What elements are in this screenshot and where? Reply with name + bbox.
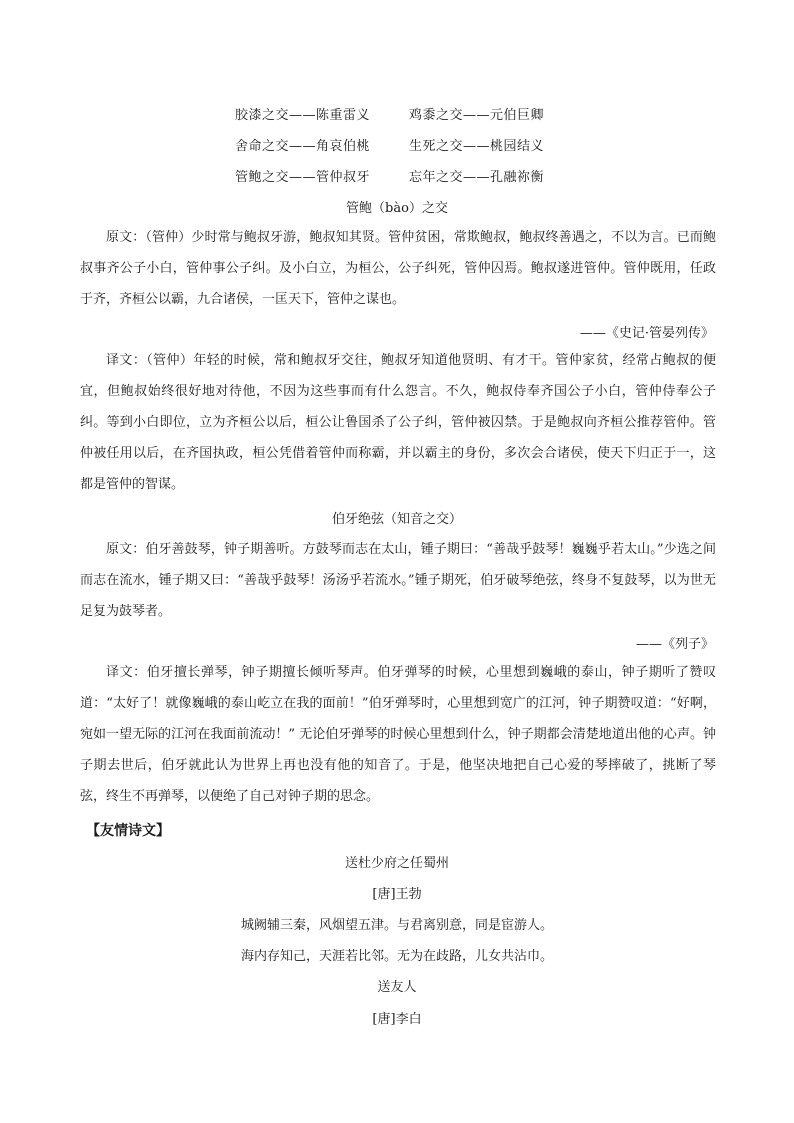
poem-section-heading: 【友情诗文】	[86, 823, 170, 839]
story1-source: ——《史记·管晏列传》	[579, 326, 714, 341]
poem1-line: 城阙辅三秦，风烟望五津。与君离别意，同是宦游人。	[240, 918, 553, 933]
poem2-author: [唐]李白	[372, 1012, 422, 1027]
friendship-pairs-list	[0, 98, 794, 191]
pair-right: 生死之交——桃园结义	[409, 139, 545, 154]
pair-left: 管鲍之交——管仲叔牙	[235, 170, 371, 185]
poem1-title: 送杜少府之任蜀州	[344, 856, 449, 871]
pair-right: 鸡黍之交——元伯巨卿	[409, 108, 545, 123]
pair-left: 舍命之交——角哀伯桃	[235, 139, 371, 154]
poem1-author: [唐]王勃	[372, 887, 422, 902]
poem2-title: 送友人	[377, 980, 417, 995]
pair-left: 胶漆之交——陈重雷义	[235, 108, 371, 123]
story2-source: ——《列子》	[635, 637, 714, 652]
poem1-line: 海内存知己，天涯若比邻。无为在歧路，儿女共沾巾。	[240, 949, 553, 964]
pair-row	[0, 160, 794, 191]
pair-row	[0, 98, 794, 129]
pair-row	[0, 129, 794, 160]
story2-translation: 译文：伯牙擅长弹琴，钟子期擅长倾听琴声。伯牙弹琴的时候，心里想到巍峨的泰山，钟子期听了赞叹道：“太好了！就像巍峨的泰山屹立在我的面前！”伯牙弹琴时，心里想到宽广的江河，钟子期赞叹道：“好啊，宛如一望无际的江河在我面前流动！” 无论伯牙弹琴的时候心里想到什么，钟子期都会清楚地道出他的心声。钟子期去世后，伯牙就此认为世界上再也没有他的知音了。于是，他坚决地把自己心爱的琴摔破了，挑断了琴弦，终生不再弹琴，以便绝了自己对钟子期的思念。	[80, 665, 716, 804]
story1-title: 管鲍（bào）之交	[346, 201, 448, 216]
story2-title: 伯牙绝弦（知音之交）	[331, 512, 462, 527]
story1-original: 原文：（管仲）少时常与鲍叔牙游，鲍叔知其贤。管仲贫困，常欺鲍叔，鲍叔终善遇之，不以为言。已而鲍叔事齐公子小白，管仲事公子纠。及小白立，为桓公，公子纠死，管仲囚焉。鲍叔遂进管仲。管仲既用，任政于齐，齐桓公以霸，九合诸侯，一匡天下，管仲之谋也。	[80, 230, 716, 307]
story2-original: 原文：伯牙善鼓琴，钟子期善听。方鼓琴而志在太山，锺子期曰：“善哉乎鼓琴！巍巍乎若太山。”少选之间而志在流水，锺子期又曰：“善哉乎鼓琴！汤汤乎若流水。”锺子期死，伯牙破琴绝弦，终身不复鼓琴，以为世无足复为鼓琴者。	[80, 542, 716, 619]
pair-right: 忘年之交——孔融祢衡	[409, 170, 545, 185]
story1-translation: 译文：（管仲）年轻的时候，常和鲍叔牙交往，鲍叔牙知道他贤明、有才干。管仲家贫，经常占鲍叔的便宜，但鲍叔始终很好地对待他，不因为这些事而有什么怨言。不久，鲍叔侍奉齐国公子小白，管仲侍奉公子纠。等到小白即位，立为齐桓公以后，桓公让鲁国杀了公子纠，管仲被囚禁。于是鲍叔向齐桓公推荐管仲。管仲被任用以后，在齐国执政，桓公凭借着管仲而称霸，并以霸主的身份，多次会合诸侯，使天下归正于一，这都是管仲的智谋。	[80, 353, 716, 492]
